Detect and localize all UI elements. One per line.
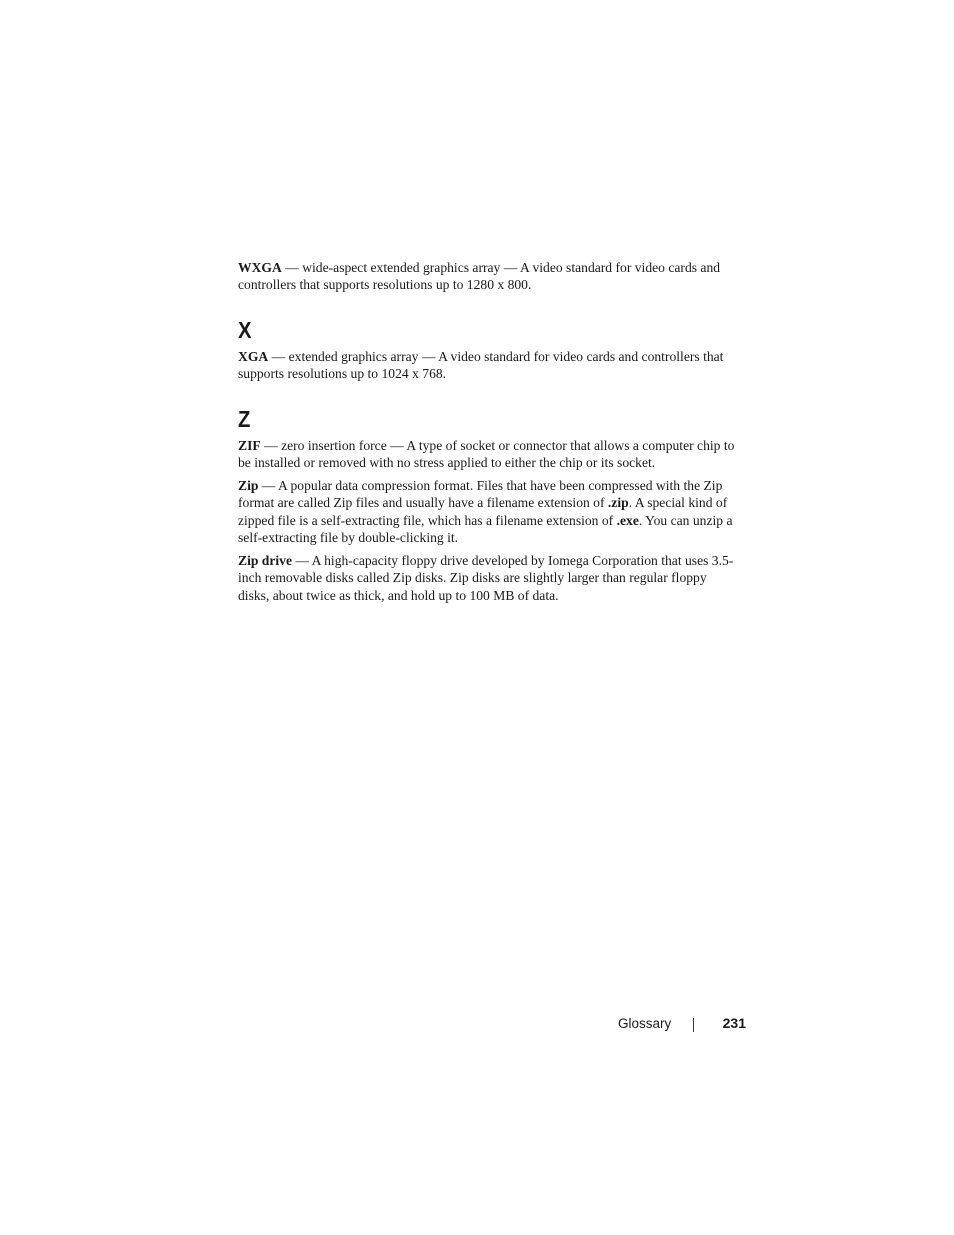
glossary-entry-zip-drive [238,552,738,604]
glossary-definition: — extended graphics array — A video standard for video cards and controllers that supports resolutions up to 1024 x 768. [238,348,724,382]
glossary-term: Zip drive [238,553,293,569]
glossary-entry-zif [238,437,738,472]
glossary-term: WXGA [238,260,282,275]
glossary-entry-xga [238,348,738,383]
glossary-definition-end: . You can unzip a self-extracting file by double-clicking it. [238,512,733,546]
glossary-content [238,259,738,610]
glossary-definition: — A popular data compression format. Files that have been compressed with the Zip format are called Zip files and usually have a filename extension of [238,477,723,511]
page-number: 231 [722,1015,746,1031]
glossary-definition: — wide-aspect extended graphics array — A video standard for video cards and controllers that supports resolutions up to 1280 x 800. [238,260,721,293]
glossary-definition-cont: . A special kind of zipped file is a self-extracting file, which has a filename extension of [238,495,728,528]
glossary-term: XGA [238,348,269,364]
glossary-term: ZIF [238,437,261,453]
glossary-entry-wxga [238,259,738,294]
section-heading-x: X [238,316,252,343]
footer-section-label: Glossary [618,1016,672,1031]
glossary-definition: — A high-capacity floppy drive developed by Iomega Corporation that uses 3.5-inch removable disks called Zip disks. Zip disks are slightly larger than regular floppy disks, about twice as thick, and hold up to 100 MB of data. [238,553,734,603]
file-extension-exe: .exe [616,512,639,528]
section-heading-z: Z [238,405,251,432]
file-extension-zip: .zip [607,495,629,511]
footer-separator [693,1018,694,1032]
glossary-entry-zip [238,477,738,547]
page-footer [600,1015,746,1035]
glossary-definition: — zero insertion force — A type of socket or connector that allows a computer chip to be installed or removed with no stress applied to either the chip or its socket. [238,437,735,471]
glossary-term: Zip [238,477,259,493]
